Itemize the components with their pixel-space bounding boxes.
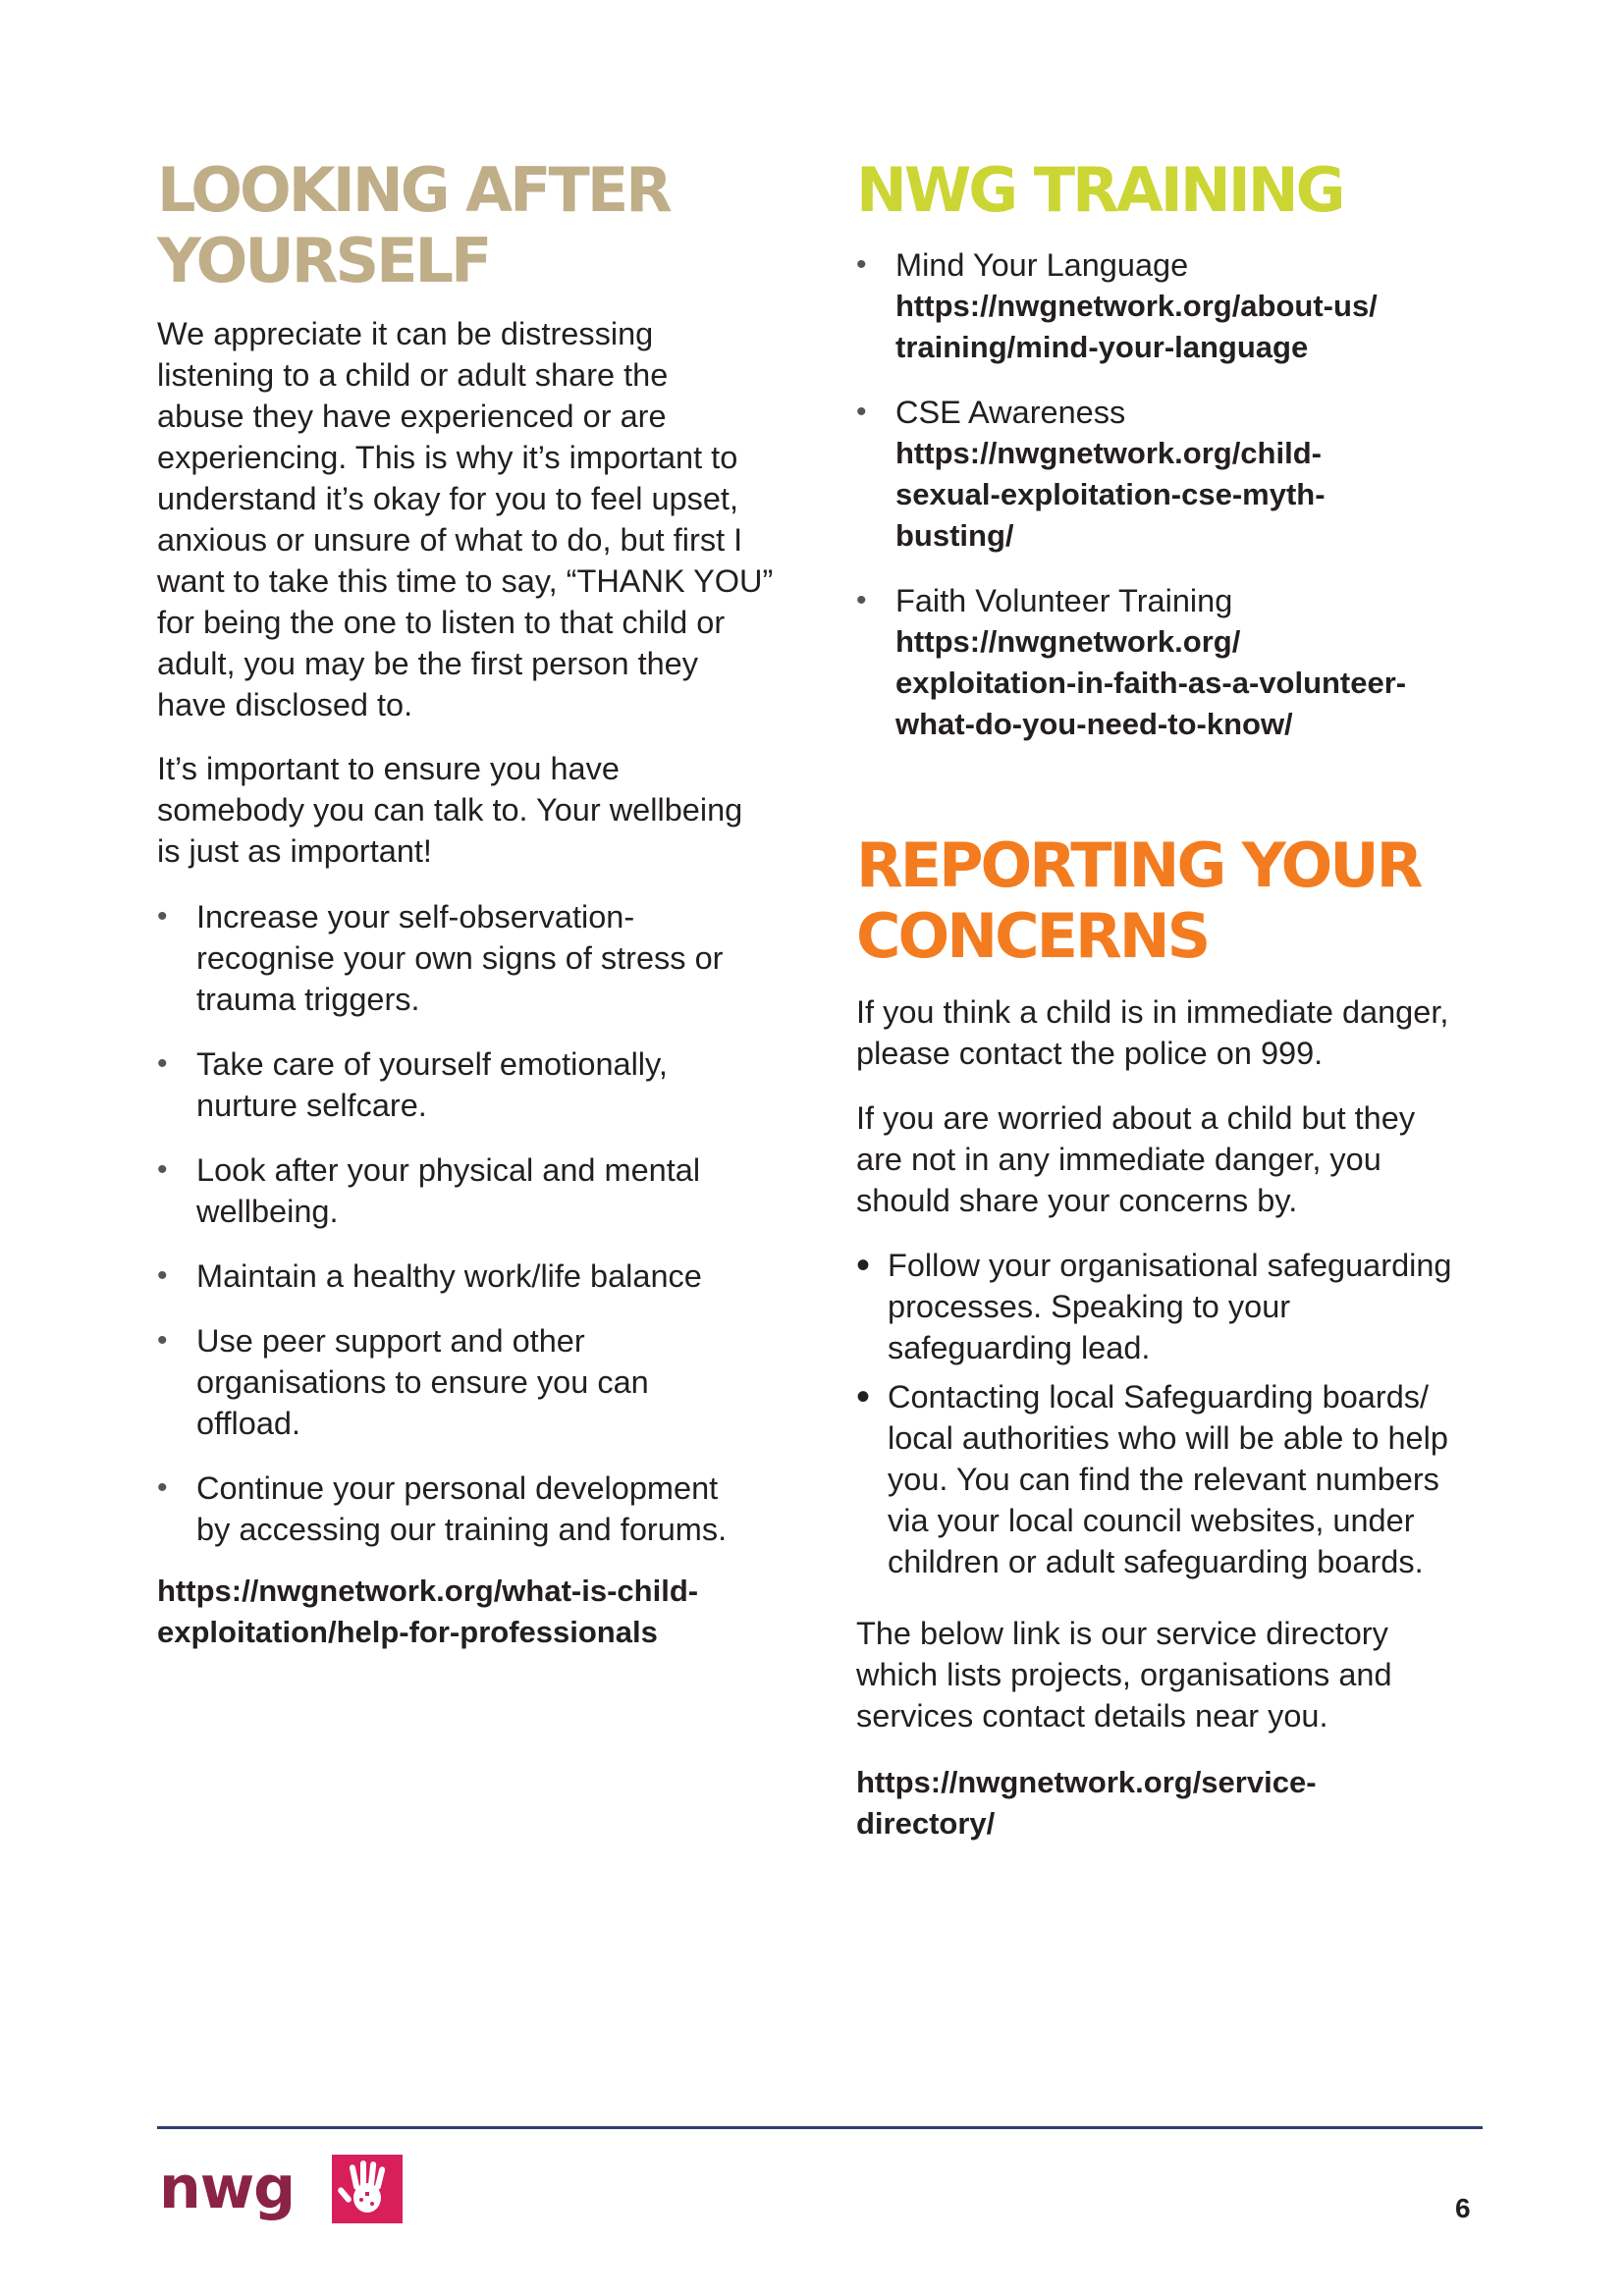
training-item (856, 392, 1485, 557)
list-item: • Use peer support and other organisations to ensure you can offload. (157, 1320, 785, 1444)
service-directory-link[interactable]: https://nwgnetwork.org/service- directory/ (856, 1765, 1317, 1841)
bullet-icon: • (157, 1047, 168, 1080)
intro-paragraph: We appreciate it can be distressing listening to a child or adult share the abuse they have experienced or are experiencing. This is why it’s important to understand it’s okay for you to feel upset, anxious or unsure of what to do, but first I want to take this time to say, “THANK YOU” for being the one to listen to that child or adult, you may be the first person they have disclosed to. (157, 316, 774, 722)
training-item (856, 580, 1485, 745)
bullet-icon: • (157, 1471, 168, 1504)
bullet-icon: • (856, 1244, 871, 1287)
immediate-danger-paragraph: If you think a child is in immediate danger, please contact the police on 999. (856, 994, 1449, 1071)
nwg-logo-graphic (157, 2155, 403, 2223)
heading-line: YOURSELF (157, 225, 490, 296)
looking-after-yourself-heading (157, 155, 670, 296)
service-directory-paragraph: The below link is our service directory which lists projects, organisations and services contact details near you. (856, 1616, 1392, 1734)
training-item (856, 244, 1485, 368)
self-care-list (157, 896, 785, 1550)
list-item: • Continue your personal development by accessing our training and forums. (157, 1468, 785, 1550)
training-title: Mind Your Language (895, 247, 1189, 283)
nwg-logo (157, 2155, 403, 2223)
training-link[interactable]: https://nwgnetwork.org/ exploitation-in-faith-as-a-volunteer- what-do-you-need-to-know/ (895, 624, 1407, 741)
list-item: • Contacting local Safeguarding boards/ local authorities who will be able to help you. You can find the relevant numbers via your local council websites, under children or adult safeguarding boards. (856, 1375, 1448, 1579)
help-for-professionals-link[interactable]: https://nwgnetwork.org/what-is-child- exploitation/help-for-professionals (157, 1574, 699, 1649)
list-item: • Maintain a healthy work/life balance (157, 1255, 785, 1297)
training-link[interactable]: https://nwgnetwork.org/about-us/ training/mind-your-language (895, 289, 1378, 364)
nwg-training-heading: NWG TRAINING (856, 154, 1343, 226)
training-link[interactable]: https://nwgnetwork.org/child- sexual-exploitation-cse-myth- busting/ (895, 436, 1326, 553)
page-number: 6 (1455, 2193, 1471, 2223)
bullet-icon: • (157, 1259, 168, 1292)
list-item: • Look after your physical and mental wellbeing. (157, 1149, 785, 1232)
reporting-list (856, 1245, 1485, 1582)
bullet-icon: • (157, 1153, 168, 1186)
bullet-icon: • (157, 1324, 168, 1357)
bullet-icon: • (856, 1375, 871, 1418)
worried-paragraph: If you are worried about a child but they are not in any immediate danger, you should share your concerns by. (856, 1100, 1416, 1218)
wellbeing-paragraph: It’s important to ensure you have somebody you can talk to. Your wellbeing is just as important! (157, 751, 743, 869)
bullet-icon: • (157, 900, 168, 933)
heading-line: CONCERNS (856, 900, 1209, 972)
list-item: • Increase your self-observation- recognise your own signs of stress or trauma triggers. (157, 896, 785, 1020)
heading-line: REPORTING YOUR (856, 829, 1421, 901)
training-title: Faith Volunteer Training (895, 583, 1233, 618)
reporting-concerns-heading (856, 830, 1420, 972)
bullet-icon: • (856, 396, 867, 428)
bullet-icon: • (856, 584, 867, 616)
training-list (856, 244, 1485, 745)
training-title: CSE Awareness (895, 395, 1126, 430)
list-item: • Take care of yourself emotionally, nurture selfcare. (157, 1043, 785, 1126)
heading-line: LOOKING AFTER (157, 154, 670, 226)
list-item: • Follow your organisational safeguarding processes. Speaking to your safeguarding lead. (856, 1244, 1452, 1365)
footer-divider (157, 2126, 1483, 2129)
bullet-icon: • (856, 248, 867, 281)
logo-wordmark: nwg (159, 2155, 296, 2222)
